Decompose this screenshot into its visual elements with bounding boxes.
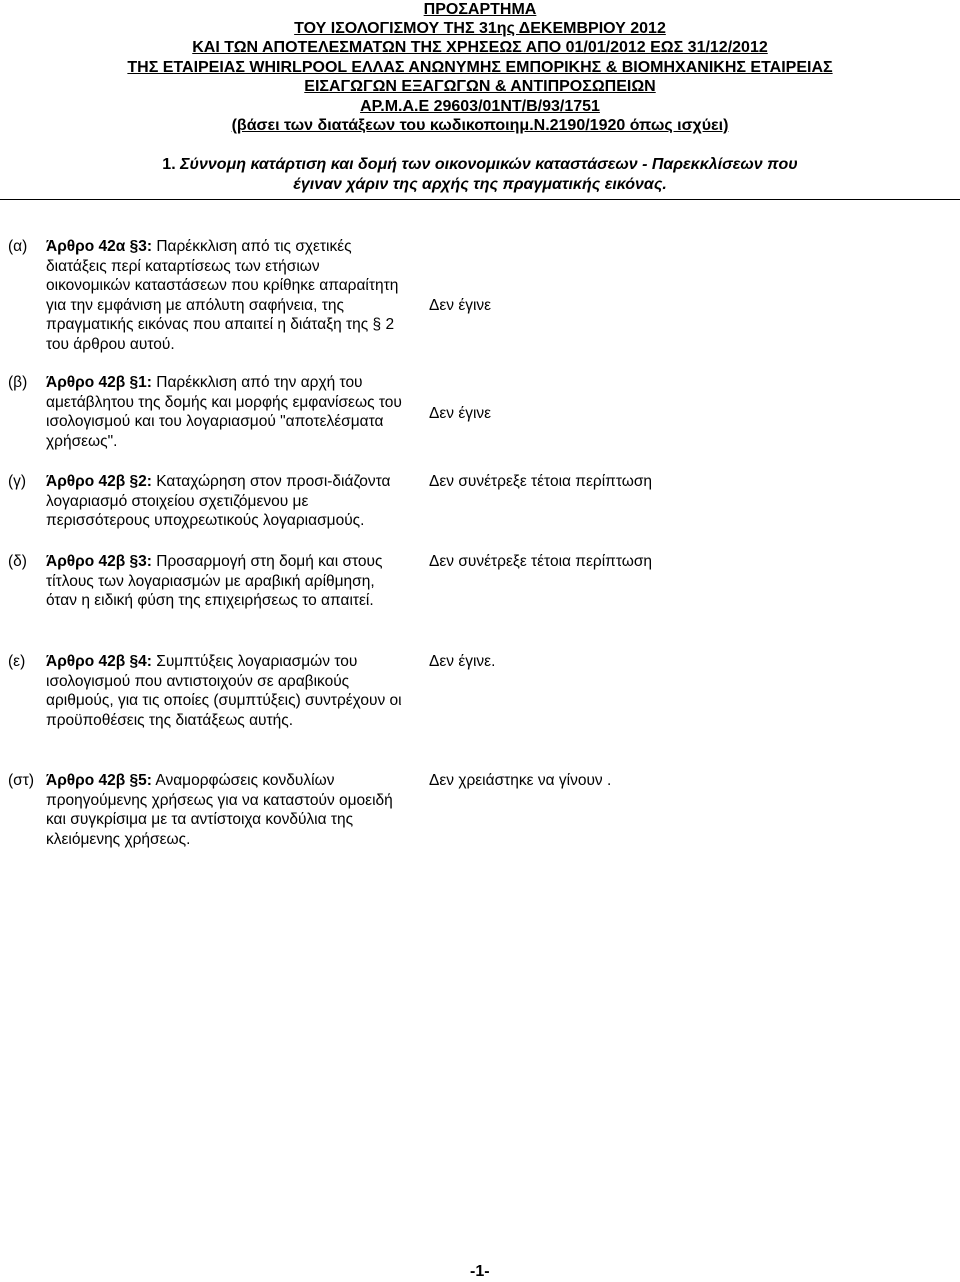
page-number: -1- [470,1263,490,1280]
item-text [46,771,404,849]
item-text [46,237,404,354]
item-label: (δ) [8,553,27,570]
item-label: (ε) [8,653,26,670]
item-text [46,373,404,451]
item-article: Άρθρο 42β §2: [46,473,152,490]
header-line-balance-sheet: ΤΟΥ ΙΣΟΛΟΓΙΣΜΟΥ ΤΗΣ 31ης ΔΕΚΕΜΒΡΙΟΥ 2012 [294,20,666,37]
item-description: Αναμορφώσεις κονδυλίων προηγούμενης χρήσεως για να καταστούν ομοειδή και συγκρίσιμα με τα αντίστοιχα κονδύλια της κλειόμενης χρήσεως. [46,772,393,848]
item-article: Άρθρο 42β §1: [46,374,152,391]
item-status: Δεν έγινε [429,405,492,422]
item-status: Δεν έγινε [429,297,492,314]
header-line-company-cont: ΕΙΣΑΓΩΓΩΝ ΕΞΑΓΩΓΩΝ & ΑΝΤΙΠΡΟΣΩΠΕΙΩΝ [304,78,656,95]
item-description: Προσαρμογή στη δομή και στους τίτλους των λογαριασμών με αραβική αρίθμηση, όταν η ειδική φύση της επιχειρήσεως το απαιτεί. [46,553,383,609]
item-label: (β) [8,374,28,391]
section-title-line2: έγιναν χάριν της αρχής της πραγματικής εικόνας. [293,176,667,193]
item-text [46,472,404,531]
header-line-company: ΤΗΣ ΕΤΑΙΡΕΙΑΣ WHIRLPOOL ΕΛΛΑΣ ΑΝΩΝΥΜΗΣ ΕΜΠΟΡΙΚΗΣ & ΒΙΟΜΗΧΑΝΙΚΗΣ ΕΤΑΙΡΕΙΑΣ [127,59,833,76]
item-status: Δεν έγινε. [429,653,496,670]
item-description: Παρέκκλιση από την αρχή του αμετάβλητου της δομής και μορφής εμφανίσεως του ισολογισμού και του λογαριασμού "αποτελέσματα χρήσεως". [46,374,402,450]
item-status: Δεν χρειάστηκε να γίνουν . [429,772,612,789]
item-text [46,552,404,611]
header-line-results-period: ΚΑΙ ΤΩΝ ΑΠΟΤΕΛΕΣΜΑΤΩΝ ΤΗΣ ΧΡΗΣΕΩΣ ΑΠΟ 01/01/2012 ΕΩΣ 31/12/2012 [192,39,768,56]
section-divider [0,199,960,200]
section-title-line1: Σύννομη κατάρτιση και δομή των οικονομικών καταστάσεων - Παρεκκλίσεων που [180,156,798,173]
section-number: 1. [162,156,176,173]
item-label: (στ) [8,772,35,789]
header-title: ΠΡΟΣΑΡΤΗΜΑ [423,1,537,18]
section-heading-line1 [0,155,960,174]
item-label: (γ) [8,473,27,490]
item-article: Άρθρο 42β §3: [46,553,152,570]
item-status: Δεν συνέτρεξε τέτοια περίπτωση [429,553,653,570]
header-line-registry-number: ΑΡ.Μ.Α.Ε 29603/01ΝΤ/Β/93/1751 [360,98,600,115]
item-text [46,652,404,730]
item-description: Συμπτύξεις λογαριασμών του ισολογισμού που αντιστοιχούν σε αραβικούς αριθμούς, για τις οποίες (συμπτύξεις) συντρέχουν οι προϋποθέσεις της διατάξεως αυτής. [46,653,402,729]
item-description: Καταχώρηση στον προσι-διάζοντα λογαριασμό στοιχείου σχετιζόμενου με περισσότερους υποχρεωτικούς λογαριασμούς. [46,473,391,529]
item-status: Δεν συνέτρεξε τέτοια περίπτωση [429,473,653,490]
item-article: Άρθρο 42α §3: [46,238,153,255]
item-description: Παρέκκλιση από τις σχετικές διατάξεις περί καταρτίσεως των ετήσιων οικονομικών καταστάσεων που κρίθηκε απαραίτητη για την εμφάνιση με απόλυτη σαφήνεια, της πραγματικής εικόνας που απαιτεί η διάταξη της § 2 του άρθρου αυτού. [46,238,399,353]
header-line-legal-basis: (βάσει των διατάξεων του κωδικοποιημ.Ν.2190/1920 όπως ισχύει) [231,117,729,134]
item-article: Άρθρο 42β §4: [46,653,152,670]
item-article: Άρθρο 42β §5: [46,772,152,789]
item-label: (α) [8,238,28,255]
